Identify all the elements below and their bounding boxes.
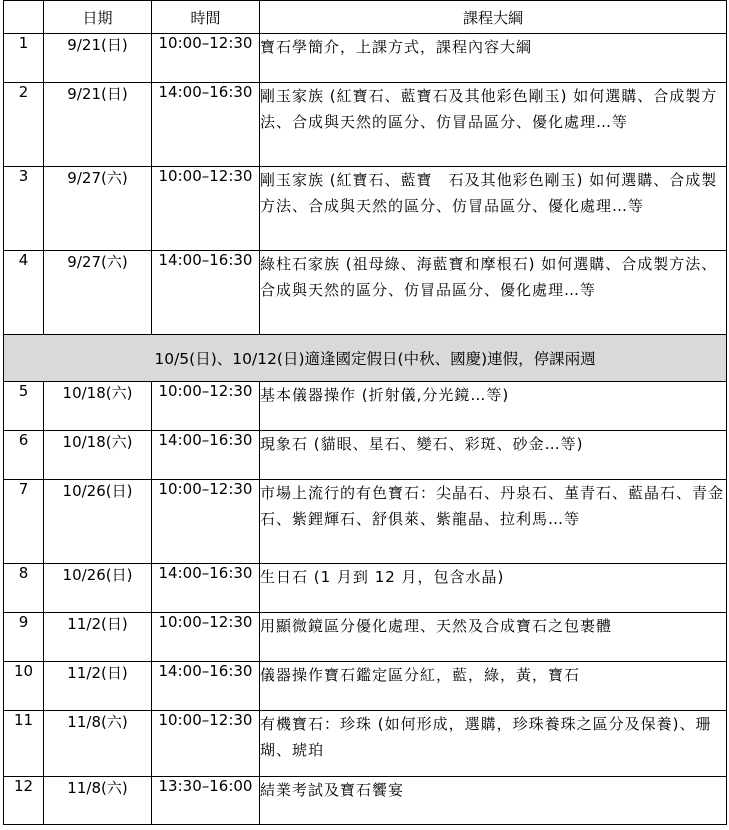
row-outline: 儀器操作寶石鑑定區分紅，藍，綠，黃，寶石 — [260, 662, 727, 711]
row-date: 9/27(六) — [44, 167, 152, 251]
table-row — [4, 34, 727, 83]
holiday-notice: 10/5(日)、10/12(日)適逢國定假日(中秋、國慶)連假，停課兩週 — [4, 335, 727, 382]
row-outline: 有機寶石：珍珠 (如何形成，選購，珍珠養珠之區分及保養)、珊瑚、琥珀 — [260, 711, 727, 777]
header-date: 日期 — [44, 1, 152, 34]
row-date: 10/18(六) — [44, 382, 152, 431]
row-date: 9/27(六) — [44, 251, 152, 335]
row-number: 3 — [4, 167, 44, 251]
row-date: 9/21(日) — [44, 34, 152, 83]
table-row — [4, 777, 727, 825]
row-outline: 市場上流行的有色寶石：尖晶石、丹泉石、堇青石、藍晶石、青金石、紫鋰輝石、舒俱萊、紫龍晶、拉利馬…等 — [260, 480, 727, 564]
row-time: 10:00–12:30 — [152, 480, 260, 564]
course-schedule-table — [3, 0, 727, 825]
row-time: 13:30–16:00 — [152, 777, 260, 825]
row-number: 5 — [4, 382, 44, 431]
row-outline: 剛玉家族 (紅寶石、藍寶 石及其他彩色剛玉) 如何選購、合成製方法、合成與天然的區分、仿冒品區分、優化處理…等 — [260, 167, 727, 251]
holiday-notice-row — [4, 335, 727, 382]
row-outline: 現象石 (貓眼、星石、變石、彩斑、砂金…等) — [260, 431, 727, 480]
row-date: 11/2(日) — [44, 662, 152, 711]
table-row — [4, 382, 727, 431]
row-outline: 生日石 (1 月到 12 月，包含水晶) — [260, 564, 727, 613]
row-time: 10:00–12:30 — [152, 382, 260, 431]
row-date: 11/2(日) — [44, 613, 152, 662]
row-outline: 用顯微鏡區分優化處理、天然及合成寶石之包裹體 — [260, 613, 727, 662]
row-number: 12 — [4, 777, 44, 825]
row-date: 10/26(日) — [44, 480, 152, 564]
row-number: 11 — [4, 711, 44, 777]
header-outline: 課程大綱 — [260, 1, 727, 34]
table-row — [4, 613, 727, 662]
header-row — [4, 1, 727, 34]
row-number: 10 — [4, 662, 44, 711]
table-row — [4, 564, 727, 613]
table-row — [4, 431, 727, 480]
row-time: 14:00–16:30 — [152, 83, 260, 167]
row-number: 1 — [4, 34, 44, 83]
row-date: 10/26(日) — [44, 564, 152, 613]
table-row — [4, 83, 727, 167]
row-outline: 綠柱石家族 (祖母綠、海藍寶和摩根石) 如何選購、合成製方法、合成與天然的區分、仿冒品區分、優化處理…等 — [260, 251, 727, 335]
row-outline: 寶石學簡介，上課方式，課程內容大綱 — [260, 34, 727, 83]
table-row — [4, 251, 727, 335]
header-time: 時間 — [152, 1, 260, 34]
table-row — [4, 480, 727, 564]
row-time: 14:00–16:30 — [152, 564, 260, 613]
row-time: 10:00–12:30 — [152, 613, 260, 662]
row-date: 9/21(日) — [44, 83, 152, 167]
row-time: 14:00–16:30 — [152, 662, 260, 711]
row-time: 14:00–16:30 — [152, 431, 260, 480]
row-time: 14:00–16:30 — [152, 251, 260, 335]
row-number: 7 — [4, 480, 44, 564]
row-number: 4 — [4, 251, 44, 335]
row-time: 10:00–12:30 — [152, 167, 260, 251]
row-outline: 結業考試及寶石饗宴 — [260, 777, 727, 825]
row-number: 9 — [4, 613, 44, 662]
row-time: 10:00–12:30 — [152, 711, 260, 777]
row-date: 11/8(六) — [44, 711, 152, 777]
table-row — [4, 662, 727, 711]
row-number: 2 — [4, 83, 44, 167]
row-number: 6 — [4, 431, 44, 480]
table-row — [4, 167, 727, 251]
row-date: 11/8(六) — [44, 777, 152, 825]
row-date: 10/18(六) — [44, 431, 152, 480]
row-outline: 剛玉家族 (紅寶石、藍寶石及其他彩色剛玉) 如何選購、合成製方法、合成與天然的區分、仿冒品區分、優化處理…等 — [260, 83, 727, 167]
header-no — [4, 1, 44, 34]
row-time: 10:00–12:30 — [152, 34, 260, 83]
row-number: 8 — [4, 564, 44, 613]
row-outline: 基本儀器操作 (折射儀,分光鏡…等) — [260, 382, 727, 431]
table-row — [4, 711, 727, 777]
